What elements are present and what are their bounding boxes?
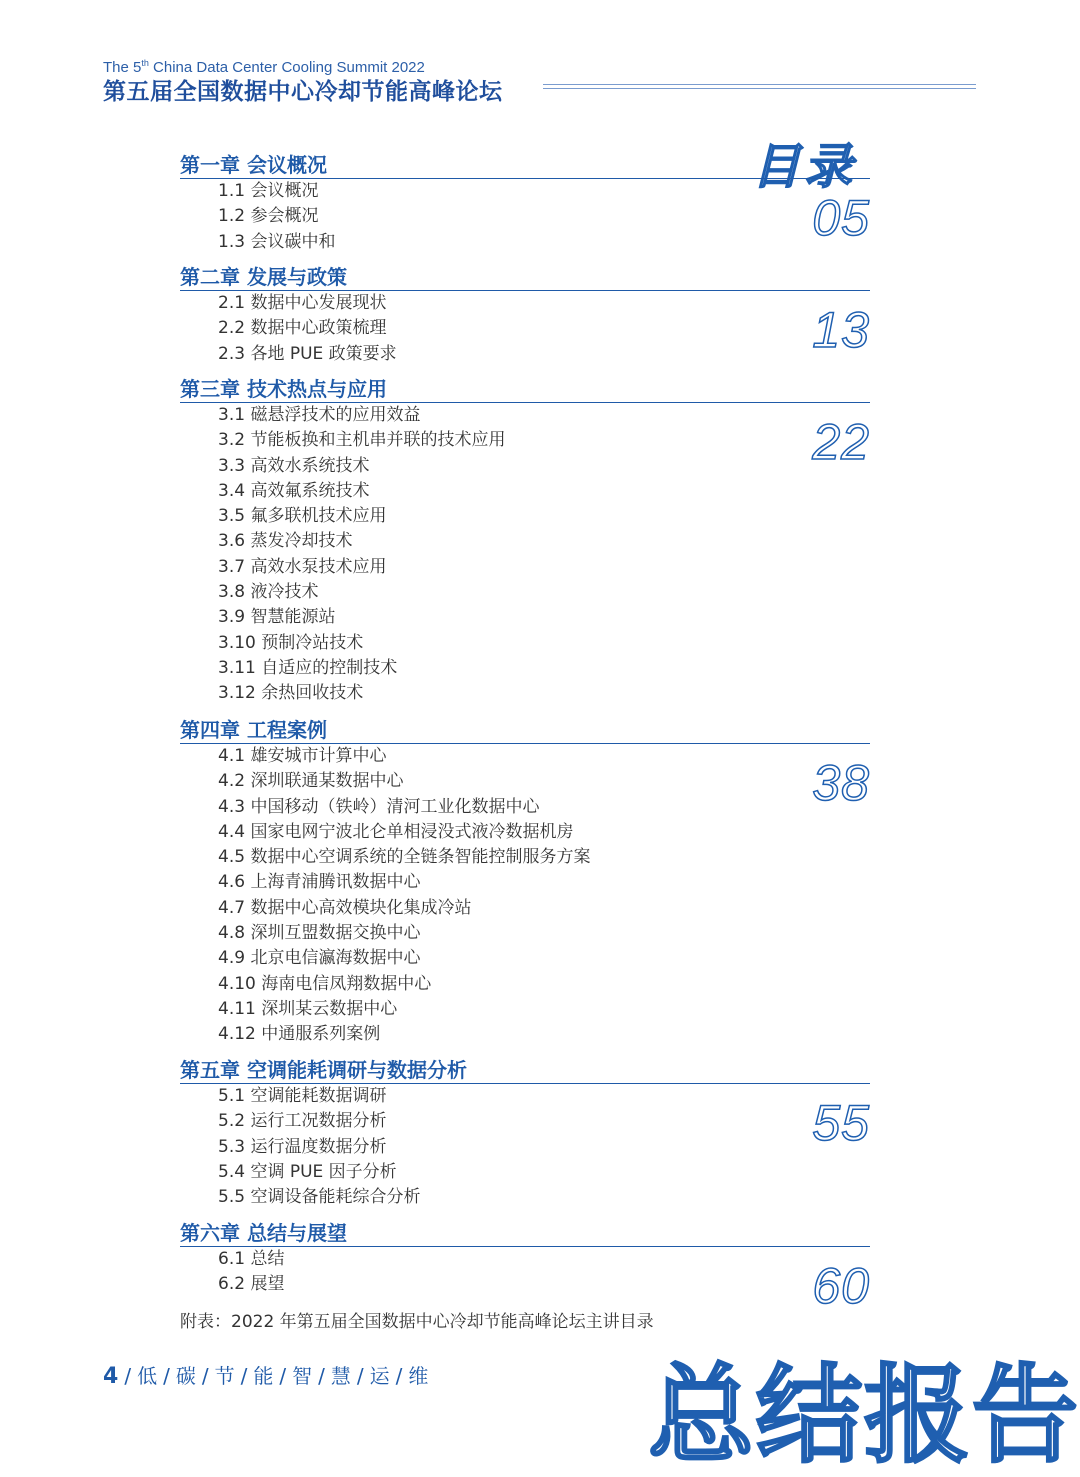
section-list xyxy=(180,1084,870,1210)
toc-chapter xyxy=(180,1057,870,1210)
toc-chapter xyxy=(180,152,870,255)
toc-section-item[interactable]: 4.6 上海青浦腾讯数据中心 xyxy=(218,872,421,893)
toc-chapter xyxy=(180,264,870,367)
footer-word: 碳 xyxy=(175,1364,196,1388)
toc-section-item[interactable]: 3.5 氟多联机技术应用 xyxy=(218,506,387,527)
footer-word: 智 xyxy=(292,1364,313,1388)
toc-section-item[interactable]: 6.2 展望 xyxy=(218,1274,285,1295)
footer-separator: / xyxy=(124,1364,132,1388)
report-header xyxy=(103,54,503,107)
chapter-title[interactable]: 第五章 空调能耗调研与数据分析 xyxy=(180,1057,870,1084)
toc-section-item[interactable]: 5.5 空调设备能耗综合分析 xyxy=(218,1187,421,1208)
toc-section-item[interactable]: 5.3 运行温度数据分析 xyxy=(218,1136,387,1157)
toc-section-item[interactable]: 1.2 参会概况 xyxy=(218,206,319,227)
toc-section-item[interactable]: 5.2 运行工况数据分析 xyxy=(218,1111,387,1132)
toc-section-item[interactable]: 3.10 预制冷站技术 xyxy=(218,632,364,653)
footer-word: 慧 xyxy=(330,1364,351,1388)
toc-chapter xyxy=(180,1220,870,1314)
toc-section-item[interactable]: 5.1 空调能耗数据调研 xyxy=(218,1086,387,1106)
toc-section-item[interactable]: 3.11 自适应的控制技术 xyxy=(218,657,398,678)
footer-word: 维 xyxy=(408,1364,429,1388)
section-list xyxy=(180,179,870,255)
toc-section-item[interactable]: 4.12 中通服系列案例 xyxy=(218,1024,381,1045)
footer-separator: / xyxy=(240,1364,248,1388)
toc-section-item[interactable]: 4.9 北京电信瀛海数据中心 xyxy=(218,948,421,969)
summary-report-title: 总结报告 xyxy=(648,1354,1080,1477)
toc-section-item[interactable]: 3.6 蒸发冷却技术 xyxy=(218,531,353,552)
toc-section-item[interactable]: 4.7 数据中心高效模块化集成冷站 xyxy=(218,897,472,918)
chapter-page-number: 55 xyxy=(812,1095,870,1151)
toc-section-item[interactable]: 3.12 余热回收技术 xyxy=(218,683,364,704)
toc-section-item[interactable]: 2.1 数据中心发展现状 xyxy=(218,293,387,313)
footer-separator: / xyxy=(163,1364,170,1388)
section-list xyxy=(180,744,870,1048)
toc-section-item[interactable]: 5.4 空调 PUE 因子分析 xyxy=(218,1161,397,1182)
toc-section-item[interactable]: 4.1 雄安城市计算中心 xyxy=(218,746,387,766)
chapter-title[interactable]: 第三章 技术热点与应用 xyxy=(180,376,870,403)
footer-separator: / xyxy=(201,1364,209,1388)
section-list xyxy=(180,291,870,367)
chapter-title[interactable]: 第六章 总结与展望 xyxy=(180,1220,870,1247)
toc-title: 目录 xyxy=(752,139,857,195)
footer-word: 运 xyxy=(369,1364,390,1388)
toc-section-item[interactable]: 3.8 液冷技术 xyxy=(218,582,319,603)
toc-chapter xyxy=(180,376,870,707)
chapter-page-number: 13 xyxy=(812,302,870,358)
toc-section-item[interactable]: 4.11 深圳某云数据中心 xyxy=(218,998,398,1019)
toc-section-item[interactable]: 2.3 各地 PUE 政策要求 xyxy=(218,343,397,364)
toc-section-item[interactable]: 4.3 中国移动（铁岭）清河工业化数据中心 xyxy=(218,796,540,817)
footer-page-number: 4 xyxy=(103,1364,119,1389)
toc-section-item[interactable]: 1.3 会议碳中和 xyxy=(218,231,336,252)
toc-section-item[interactable]: 3.4 高效氟系统技术 xyxy=(218,480,370,501)
footer-word: 低 xyxy=(137,1364,158,1388)
footer-word: 节 xyxy=(214,1364,235,1388)
footer-separator: / xyxy=(395,1364,403,1388)
toc-section-item[interactable]: 3.2 节能板换和主机串并联的技术应用 xyxy=(218,430,506,451)
toc-chapter xyxy=(180,717,870,1048)
chapter-title[interactable]: 第一章 会议概况 xyxy=(180,152,870,179)
chapter-title[interactable]: 第四章 工程案例 xyxy=(180,717,870,744)
toc-section-item[interactable]: 4.8 深圳互盟数据交换中心 xyxy=(218,923,421,944)
toc-section-item[interactable]: 6.1 总结 xyxy=(218,1249,285,1269)
header-divider xyxy=(543,84,976,89)
toc-section-item[interactable]: 4.5 数据中心空调系统的全链条智能控制服务方案 xyxy=(218,847,591,868)
chapter-title[interactable]: 第二章 发展与政策 xyxy=(180,264,870,291)
toc-section-item[interactable]: 4.2 深圳联通某数据中心 xyxy=(218,771,404,792)
toc-section-item[interactable]: 3.7 高效水泵技术应用 xyxy=(218,556,387,577)
footer-tagline xyxy=(103,1360,428,1389)
footer-separator: / xyxy=(279,1364,287,1388)
appendix-line: 附表：2022 年第五届全国数据中心冷却节能高峰论坛主讲目录 xyxy=(180,1312,654,1332)
toc-section-item[interactable]: 4.10 海南电信凤翔数据中心 xyxy=(218,973,432,994)
footer-separator: / xyxy=(318,1364,325,1388)
toc-section-item[interactable]: 3.3 高效水系统技术 xyxy=(218,455,370,476)
section-list xyxy=(180,403,870,707)
chapter-page-number: 60 xyxy=(812,1258,870,1314)
chapter-page-number: 22 xyxy=(812,414,870,470)
toc-section-item[interactable]: 3.9 智慧能源站 xyxy=(218,607,336,628)
toc-section-item[interactable]: 1.1 会议概况 xyxy=(218,181,319,201)
toc-section-item[interactable]: 4.4 国家电网宁波北仑单相浸没式液冷数据机房 xyxy=(218,821,574,842)
toc-section-item[interactable]: 2.2 数据中心政策梳理 xyxy=(218,318,387,339)
section-list xyxy=(180,1247,870,1298)
header-english-title: The 5th China Data Center Cooling Summit 2022 xyxy=(103,58,425,76)
header-chinese-title: 第五届全国数据中心冷却节能高峰论坛 xyxy=(103,79,503,105)
toc-section-item[interactable]: 3.1 磁悬浮技术的应用效益 xyxy=(218,405,421,425)
chapter-page-number: 38 xyxy=(812,755,870,811)
footer-separator: / xyxy=(356,1364,364,1388)
footer-word: 能 xyxy=(253,1364,274,1388)
chapter-page-number: 05 xyxy=(812,190,870,246)
